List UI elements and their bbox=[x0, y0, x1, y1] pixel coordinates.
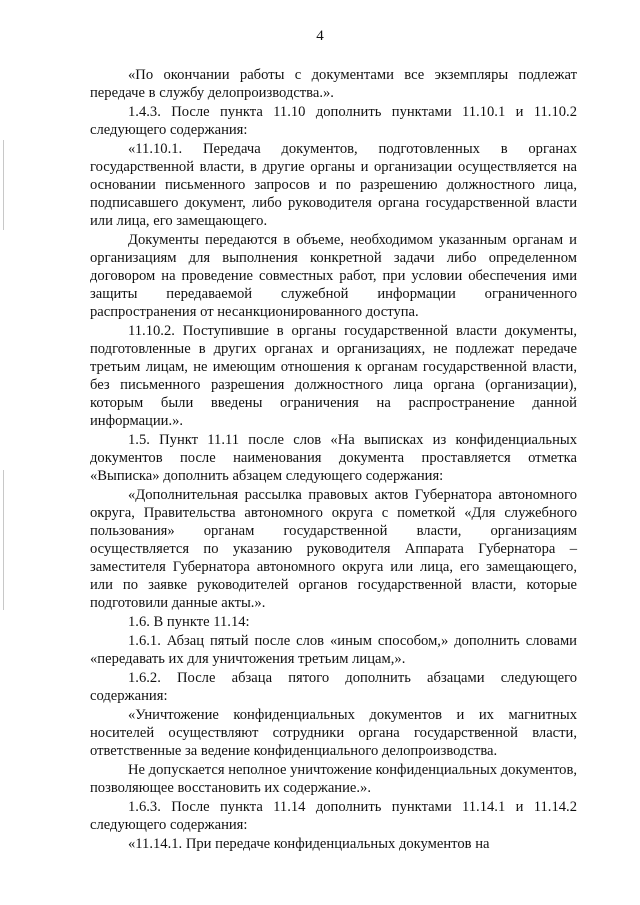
paragraph-2: 1.4.3. После пункта 11.10 дополнить пунктами 11.10.1 и 11.10.2 следующего содержания: bbox=[90, 104, 577, 138]
paragraph-5: 11.10.2. Поступившие в органы государственной власти документы, подготовленные в других органах и организациях, не подлежат передаче третьим лицам, не имеющим отношения к органам государственной власти, без письменного разрешения должностного лица органа (организации), которым были введены ограничения на распространение данной информации.». bbox=[90, 323, 577, 429]
paragraph-10: 1.6.2. После абзаца пятого дополнить абзацами следующего содержания: bbox=[90, 670, 577, 704]
paragraph-6: 1.5. Пункт 11.11 после слов «На выписках из конфиденциальных документов после наименования документа проставляется отметка «Выписка» дополнить абзацем следующего содержания: bbox=[90, 432, 577, 484]
paragraph-7: «Дополнительная рассылка правовых актов Губернатора автономного округа, Правительства автономного округа с пометкой «Для служебного пользования» органам государственной власти, организациям осуществляется по указанию руководителя Аппарата Губернатора – заместителя Губернатора автономного округа или лица, его замещающего, или по заявке руководителей органов государственной власти, которые подготовили данные акты.». bbox=[90, 487, 577, 611]
paragraph-13: 1.6.3. После пункта 11.14 дополнить пунктами 11.14.1 и 11.14.2 следующего содержания: bbox=[90, 799, 577, 833]
paragraph-3: «11.10.1. Передача документов, подготовленных в органах государственной власти, в другие органы и организации осуществляется на основании письменного запросов и по разрешению должностного лица, подписавшего документ, либо руководителя органа государственной власти или лица, его замещающего. bbox=[90, 141, 577, 229]
paragraph-12: Не допускается неполное уничтожение конфиденциальных документов, позволяющее восстановить их содержание.». bbox=[90, 762, 577, 796]
paragraph-11: «Уничтожение конфиденциальных документов и их магнитных носителей осуществляют сотрудники органа государственной власти, ответственные за ведение конфиденциального делопроизводства. bbox=[90, 707, 577, 759]
paragraph-8: 1.6. В пункте 11.14: bbox=[128, 614, 250, 630]
page-number: 4 bbox=[316, 28, 324, 44]
document-body bbox=[90, 66, 577, 854]
paragraph-1: «По окончании работы с документами все экземпляры подлежат передаче в службу делопроизводства.». bbox=[90, 67, 577, 101]
paragraph-14: «11.14.1. При передаче конфиденциальных документов на bbox=[128, 836, 490, 852]
paragraph-9: 1.6.1. Абзац пятый после слов «иным способом,» дополнить словами «передавать их для уничтожения третьим лицам,». bbox=[90, 633, 577, 667]
paragraph-4: Документы передаются в объеме, необходимом указанным органам и организациям для выполнения конкретной задачи либо определенном договором на проведение совместных работ, при условии обеспечения ими защиты передаваемой служебной информации ограниченного распространения от несанкционированного доступа. bbox=[90, 232, 577, 320]
scan-edge-mark bbox=[3, 140, 4, 230]
scan-edge-mark bbox=[3, 470, 4, 610]
